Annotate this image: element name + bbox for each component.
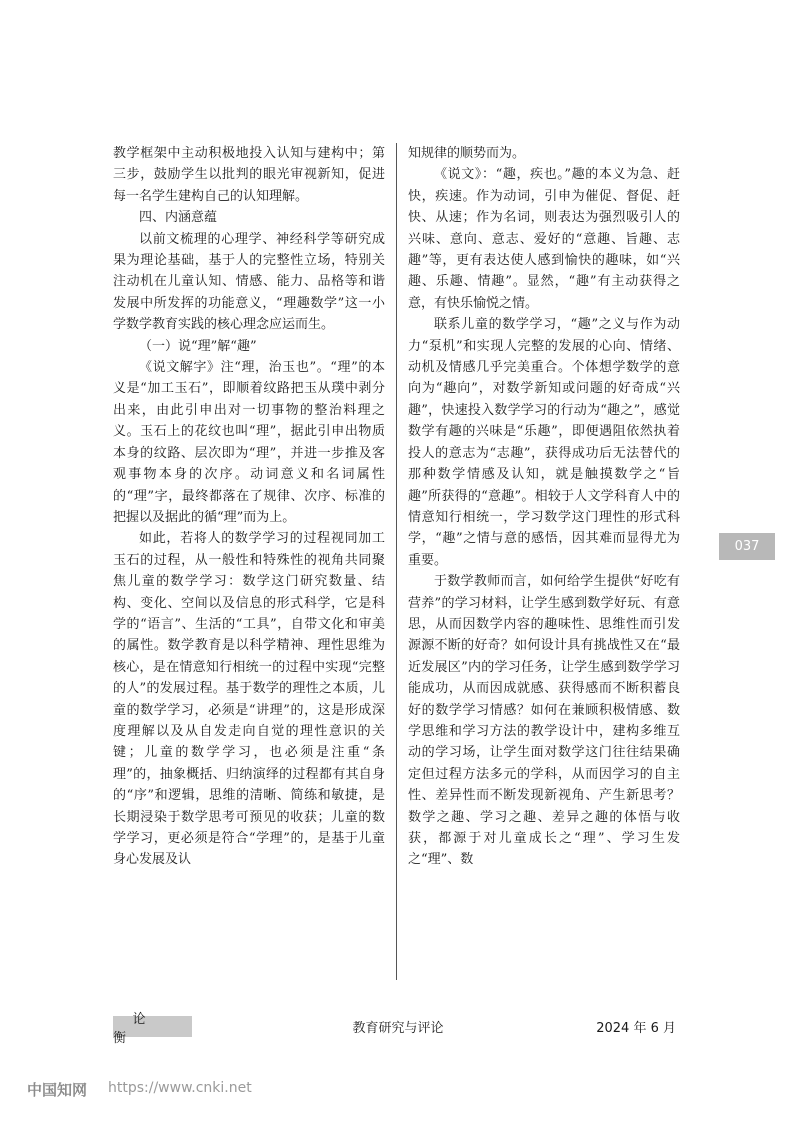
section-heading: 四、内涵意蕴 (139, 210, 218, 226)
paragraph: 教学框架中主动积极地投入认知与建构中；第三步，鼓励学生以批判的眼光审视新知，促进每一名学生建构自己的认知理解。 (113, 146, 385, 204)
paragraph: 联系儿童的数学学习，“趣”之义与作为动力“泵机”和实现人完整的发展的心向、情绪、动机及情感几乎完美重合。个体想学数学的意向为“趣向”，对数学新知或问题的好奇成“兴趣”，快速投入数学学习的行动为“趣之”，感觉数学有趣的兴味是“乐趣”，即便遇阻依然执着投人的意志为“志趣”，获得成功后无法替代的那种数学情感及认知，就是触摸数学之“旨趣”所获得的“意趣”。相较于人文学科育人中的情意知行相统一，学习数学这门理性的形式科学，“趣”之情与意的感悟，因其难而显得尤为重要。 (408, 317, 680, 568)
paragraph: 知规律的顺势而为。 (408, 146, 526, 161)
right-column (408, 143, 680, 871)
paragraph: 《说文解字》注“理，治玉也”。“理”的本义是“加工玉石”，即顺着纹路把玉从璞中剥分出来，由此引申出对一切事物的整治料理之义。玉石上的花纹也叫“理”，据此引申出物质本身的纹路、层次即为“理”，并进一步推及客观事物本身的次序。动词意义和名词属性的“理”字，最终都落在了规律、次序、标准的把握以及据此的循“理”而为上。 (113, 360, 385, 525)
page-number-tab: 037 (719, 533, 775, 560)
subsection-heading: （一）说“理”解“趣” (139, 338, 257, 354)
paragraph: 于数学教师而言，如何给学生提供“好吃有营养”的学习材料，让学生感到数学好玩、有意思，从而因数学内容的趣味性、思维性而引发源源不断的好奇？如何设计具有挑战性又在“最近发展区”内的学习任务，让学生感到数学学习能成功，从而因成就感、获得感而不断积蓄良好的数学学习情感？如何在兼顾积极情感、数学思维和学习方法的教学设计中，建构多维互动的学习场，让学生面对数学这门往往结果确定但过程方法多元的学科，从而因学习的自主性、差异性而不断发现新视角、产生新思考？数学之趣、学习之趣、差异之趣的体悟与收获，都源于对儿童成长之“理”、学习生发之“理”、数 (408, 574, 680, 868)
paragraph: 《说文》：“趣，疾也。”趣的本义为急、赶快，疾速。作为动词，引申为催促、督促、赶快、从速；作为名词，则表达为强烈吸引人的兴味、意向、意志、爱好的“意趣、旨趣、志趣”等，更有表达使人感到愉快的趣味，如“兴趣、乐趣、情趣”。显然，“趣”有主动获得之意，有快乐愉悦之情。 (408, 167, 680, 311)
left-column (113, 143, 385, 871)
footer-section-badge: 论衡 (113, 1016, 192, 1037)
cnki-logo: 中国知网 (27, 1081, 88, 1099)
column-divider (396, 143, 397, 980)
footer-date: 2024 年 6 月 (596, 1021, 676, 1036)
cnki-url[interactable]: https://www.cnki.net (108, 1080, 252, 1096)
paragraph: 如此，若将人的数学学习的过程视同加工玉石的过程，从一般性和特殊性的视角共同聚焦儿童的数学学习：数学这门研究数量、结构、变化、空间以及信息的形式科学，它是科学的“语言”、生活的“工具”，自带文化和审美的属性。数学教育是以科学精神、理性思维为核心，是在情意知行相统一的过程中实现“完整的人”的发展过程。基于数学的理性之本质，儿童的数学学习，必须是“讲理”的，这是形成深度理解以及从自发走向自觉的理性意识的关键；儿童的数学学习，也必须是注重“条理”的，抽象概括、归纳演绎的过程都有其自身的“序”和逻辑，思维的清晰、简练和敏捷，是长期浸染于数学思考可预见的收获；儿童的数学学习，更必须是符合“学理”的，是基于儿童身心发展及认 (113, 531, 385, 868)
paragraph: 以前文梳理的心理学、神经科学等研究成果为理论基础，基于人的完整性立场，特别关注动机在儿童认知、情感、能力、品格等和谐发展中所发挥的功能意义，“理趣数学”这一小学数学教育实践的核心理念应运而生。 (113, 231, 385, 333)
footer-journal-title: 教育研究与评论 (352, 1021, 444, 1036)
